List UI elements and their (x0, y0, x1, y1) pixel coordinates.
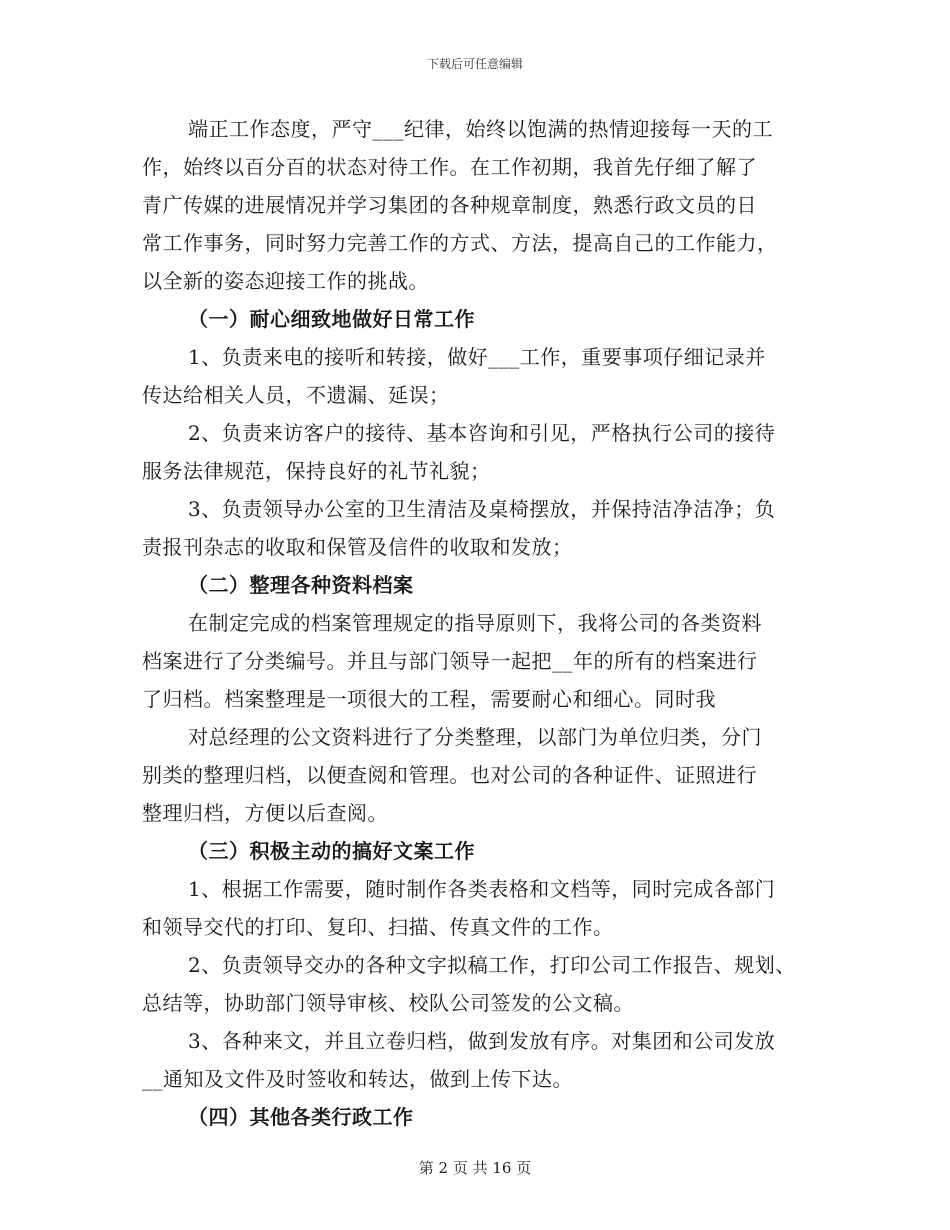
text-line: 传达给相关人员，不遗漏、延误； (142, 383, 450, 407)
text-line: 常工作事务，同时努力完善工作的方式、方法，提高自己的工作能力， (142, 231, 778, 255)
text-line: 1、负责来电的接听和转接，做好___工作，重要事项仔细记录并 (188, 345, 766, 369)
text-line: 总结等，协助部门领导审核、校队公司签发的公文稿。 (142, 991, 634, 1015)
text-line: __通知及文件及时签收和转达，做到上传下达。 (142, 1067, 573, 1091)
text-line: 作，始终以百分百的状态对待工作。在工作初期，我首先仔细了解了 (142, 155, 757, 179)
text-line: 档案进行了分类编号。并且与部门领导一起把__年的所有的档案进行 (142, 649, 758, 673)
section-heading: （一）耐心细致地做好日常工作 (188, 307, 475, 331)
text-line: 责报刊杂志的收取和保管及信件的收取和发放； (142, 535, 573, 559)
text-line: 别类的整理归档，以便查阅和管理。也对公司的各种证件、证照进行 (142, 763, 757, 787)
text-line: 3、负责领导办公室的卫生清洁及桌椅摆放，并保持洁净洁净；负 (188, 497, 776, 521)
text-line: 以全新的姿态迎接工作的挑战。 (142, 269, 429, 293)
header-note: 下载后可任意编辑 (426, 57, 523, 71)
text-line: 1、根据工作需要，随时制作各类表格和文档等，同时完成各部门 (188, 877, 776, 901)
document-body (142, 110, 812, 1136)
text-line: 青广传媒的进展情况并学习集团的各种规章制度，熟悉行政文员的日 (142, 193, 757, 217)
text-line: 2、负责来访客户的接待、基本咨询和引见，严格执行公司的接待 (188, 421, 776, 445)
section-heading: （二）整理各种资料档案 (188, 573, 414, 597)
text-line: 和领导交代的打印、复印、扫描、传真文件的工作。 (142, 915, 614, 939)
text-line: 整理归档，方便以后查阅。 (142, 801, 388, 825)
text-line: 端正工作态度，严守___纪律，始终以饱满的热情迎接每一天的工 (188, 117, 773, 141)
text-line: 2、负责领导交办的各种文字拟稿工作，打印公司工作报告、规划、 (188, 953, 796, 977)
section-heading: （三）积极主动的搞好文案工作 (188, 839, 475, 863)
page-number: 第 2 页 共 16 页 (418, 1159, 532, 1177)
text-line: 3、各种来文，并且立卷归档，做到发放有序。对集团和公司发放 (188, 1029, 776, 1053)
text-line: 对总经理的公文资料进行了分类整理，以部门为单位归类，分门 (188, 725, 762, 749)
text-line: 服务法律规范，保持良好的礼节礼貌； (142, 459, 491, 483)
text-line: 了归档。档案整理是一项很大的工程，需要耐心和细心。同时我 (142, 687, 716, 711)
section-heading: （四）其他各类行政工作 (188, 1105, 414, 1129)
text-line: 在制定完成的档案管理规定的指导原则下，我将公司的各类资料 (188, 611, 762, 635)
